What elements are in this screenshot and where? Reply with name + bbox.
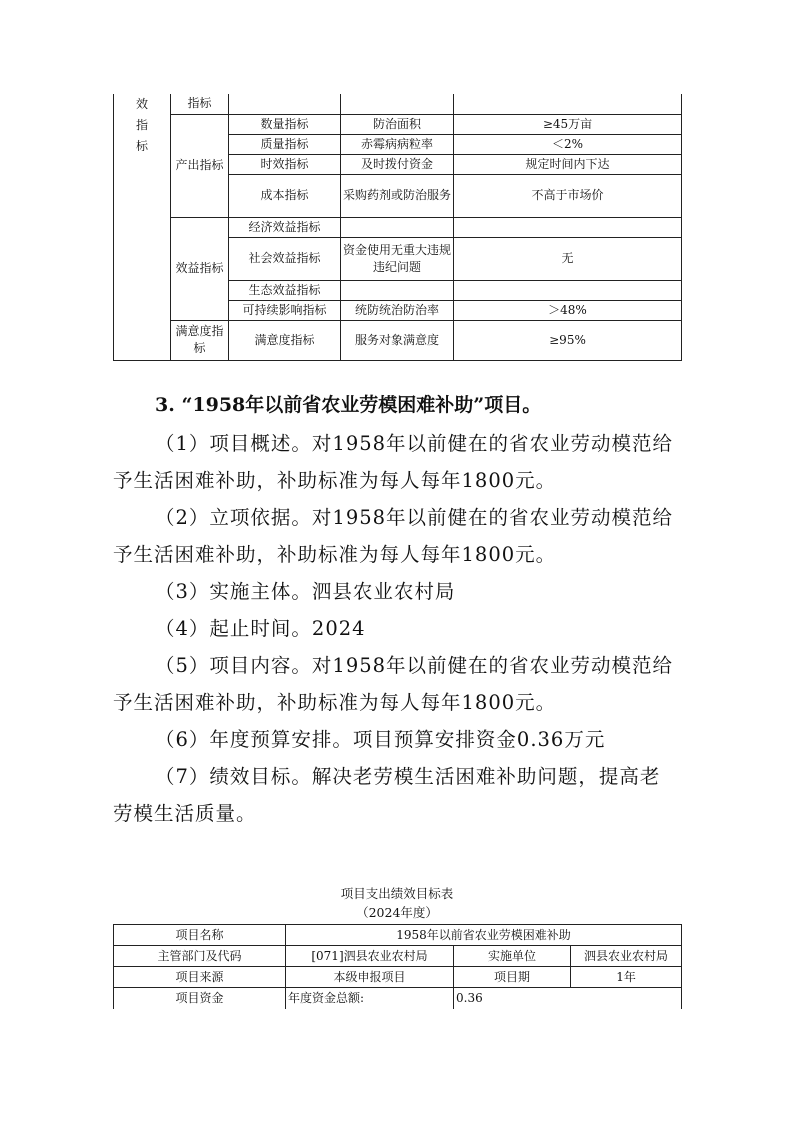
impl-label: 实施单位 — [454, 946, 571, 967]
indicator-name — [341, 280, 454, 300]
indicator-value: ≥45万亩 — [454, 114, 682, 134]
item-5-line1: （5）项目内容。对1958年以前健在的省农业劳动模范给 — [155, 654, 674, 677]
indicator-value: 规定时间内下达 — [454, 154, 682, 174]
indicator-name: 采购药剂或防治服务 — [341, 174, 454, 217]
table-row — [114, 320, 682, 360]
level3-label: 社会效益指标 — [229, 237, 341, 280]
level3-label: 可持续影响指标 — [229, 300, 341, 320]
indicator-name: 资金使用无重大违规违纪问题 — [341, 237, 454, 280]
indicator-name: 防治面积 — [341, 114, 454, 134]
item-3: （3）实施主体。泗县农业农村局 — [155, 580, 456, 603]
level3-label: 经济效益指标 — [229, 217, 341, 237]
item-6: （6）年度预算安排。项目预算安排资金0.36万元 — [155, 728, 606, 751]
level3-label: 成本指标 — [229, 174, 341, 217]
indicator-name — [341, 217, 454, 237]
funds-label: 项目资金 — [114, 988, 286, 1009]
indicator-value: 不高于市场价 — [454, 174, 682, 217]
level3-label: 质量指标 — [229, 134, 341, 154]
level3-label: 满意度指标 — [229, 320, 341, 360]
table-row — [114, 217, 682, 237]
table-row — [114, 967, 682, 988]
item-7-line2: 劳模生活质量。 — [113, 802, 257, 825]
satisfaction-indicator-label: 满意度指标 — [171, 320, 229, 360]
annual-funds-value: 0.36 — [454, 988, 682, 1009]
indicator-value: ＜2% — [454, 134, 682, 154]
dept-value: [071]泗县农业农村局 — [286, 946, 454, 967]
project-name-label: 项目名称 — [114, 925, 286, 946]
source-value: 本级申报项目 — [286, 967, 454, 988]
section-heading: 3. “1958年以前省农业劳模困难补助”项目。 — [155, 394, 542, 416]
item-5-line2: 予生活困难补助，补助标准为每人每年1800元。 — [113, 691, 557, 714]
period-value: 1年 — [571, 967, 682, 988]
indicator-value — [454, 280, 682, 300]
project-name: 1958年以前省农业劳模困难补助 — [286, 925, 682, 946]
benefit-indicator-label: 效益指标 — [171, 217, 229, 320]
table-row — [114, 988, 682, 1009]
indicator-value: ＞48% — [454, 300, 682, 320]
level3-label: 生态效益指标 — [229, 280, 341, 300]
indicator-value: 无 — [454, 237, 682, 280]
source-label: 项目来源 — [114, 967, 286, 988]
table-title: 项目支出绩效目标表 — [340, 886, 454, 901]
table-row — [114, 925, 682, 946]
performance-indicator-table — [113, 94, 682, 361]
indicator-value: ≥95% — [454, 320, 682, 360]
item-2-line2: 予生活困难补助，补助标准为每人每年1800元。 — [113, 543, 557, 566]
indicator-name: 统防统治防治率 — [341, 300, 454, 320]
indicator-name: 赤霉病病粒率 — [341, 134, 454, 154]
item-7-line1: （7）绩效目标。解决老劳模生活困难补助问题，提高老 — [155, 765, 661, 788]
item-4: （4）起止时间。2024 — [155, 617, 366, 640]
level1-label: 效 指 标 — [114, 94, 171, 360]
item-2-line1: （2）立项依据。对1958年以前健在的省农业劳动模范给 — [155, 506, 674, 529]
item-1-line2: 予生活困难补助，补助标准为每人每年1800元。 — [113, 469, 557, 492]
indicator-name: 服务对象满意度 — [341, 320, 454, 360]
level3-label: 数量指标 — [229, 114, 341, 134]
level3-label: 时效指标 — [229, 154, 341, 174]
output-indicator-label: 产出指标 — [171, 114, 229, 217]
level2-label: 指标 — [171, 94, 229, 114]
period-label: 项目期 — [454, 967, 571, 988]
annual-funds-label: 年度资金总额: — [286, 988, 454, 1009]
indicator-name: 及时拨付资金 — [341, 154, 454, 174]
table-row — [114, 946, 682, 967]
impl-value: 泗县农业农村局 — [571, 946, 682, 967]
project-target-table — [113, 924, 682, 1009]
dept-label: 主管部门及代码 — [114, 946, 286, 967]
item-1-line1: （1）项目概述。对1958年以前健在的省农业劳动模范给 — [155, 432, 674, 455]
indicator-value — [454, 217, 682, 237]
table-year: （2024年度） — [356, 905, 438, 920]
table-row — [114, 114, 682, 134]
